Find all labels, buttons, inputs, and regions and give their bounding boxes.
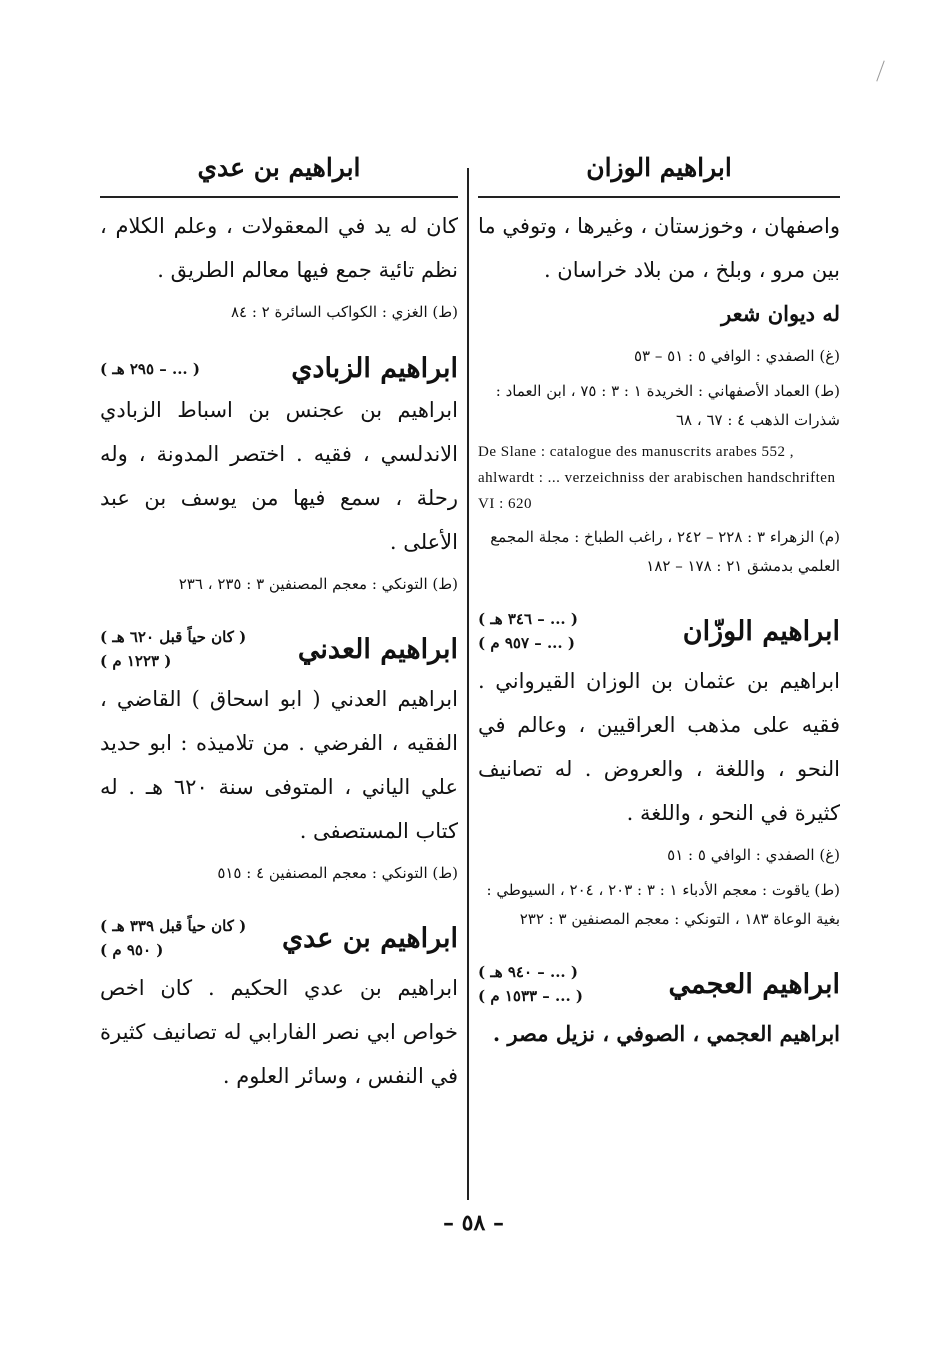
continued-line: له ديوان شعر [721,301,840,326]
biography-entry [100,914,458,1098]
entry-text: ابراهيم العجمي ، الصوفي ، نزيل مصر . [492,1021,840,1046]
paper-speck [876,60,884,81]
left-column [100,140,458,1098]
entry-dates [100,357,200,381]
date-gregorian: ( ٩٥٠ م ) [100,941,164,959]
entry-heading [100,353,458,384]
reference-line: (م) الزهراء ٣ : ٢٢٨ – ٢٤٢ ، راغب الطباخ : مجلة المجمع العلمي بدمشق ٢١ : ١٧٨ – ١٨٢ [490,528,840,575]
date-hijri: ( ... – ٣٤٦ هـ ) [478,610,578,628]
biography-entry [478,607,840,934]
entry-dates [478,607,578,655]
entry-text: ابراهيم بن عدي الحكيم . كان اخص خواص ابي نصر الفارابي له تصانيف كثيرة في النفس ، وسائر العلوم . [100,976,458,1088]
entry-name: ابراهيم الوزّان [682,615,840,647]
biography-entry [100,353,458,599]
entry-heading [478,607,840,655]
running-head-right: ابراهيم الوزان [478,140,840,198]
date-hijri: ( كان حياً قبل ٣٣٩ هـ ) [100,917,247,935]
entry-name: ابراهيم العدني [297,633,458,665]
entry-text: ابراهيم العدني ( ابو اسحاق ) القاضي ، الفقيه ، الفرضي . من تلاميذه : ابو حديد علي الياني ، المتوفى سنة ٦٢٠ هـ . له كتاب المستصفى . [100,687,458,843]
date-hijri: ( كان حياً قبل ٦٢٠ هـ ) [100,628,247,646]
entry-heading [100,914,458,962]
entry-dates [100,914,246,962]
date-gregorian: ( ... – ٩٥٧ م ) [478,634,575,652]
reference-line: (غ) الصفدي : الوافي ٥ : ٥١ – ٥٣ [633,347,840,365]
entry-name: ابراهيم الزبادي [291,353,458,384]
right-column [478,140,840,1056]
date-gregorian: ( ١٢٢٣ م ) [100,652,172,670]
reference-line: (ط) الغزي : الكواكب السائرة ٢ : ٨٤ [230,303,458,321]
date-gregorian: ( ... – ١٥٣٣ م ) [478,987,584,1005]
entry-dates [478,960,583,1008]
entry-heading [100,625,458,673]
reference-line: (ط) العماد الأصفهاني : الخريدة ١ : ٣ : ٧٥ ، ابن العماد : شذرات الذهب ٤ : ٦٧ ، ٦٨ [495,382,840,429]
date-hijri: ( ... – ٩٤٠ هـ ) [478,963,578,981]
reference-line: (غ) الصفدي : الوافي ٥ : ٥١ [667,846,840,864]
entry-heading [478,960,840,1008]
reference-line: (ط) التونكي : معجم المصنفين ٣ : ٢٣٥ ، ٢٣٦ [178,575,458,593]
biography-entry [100,625,458,888]
biography-entry [478,960,840,1056]
entry-dates [100,625,246,673]
page-number: – ٥٨ – [443,1210,504,1236]
reference-line: (ط) ياقوت : معجم الأدباء ١ : ٣ : ٢٠٣ ، ٢٠٤ ، السيوطي : بغية الوعاة ١٨٣ ، التونكي : معجم المصنفين ٣ : ٢٣٢ [486,881,840,928]
entry-name: ابراهيم بن عدي [281,922,458,954]
reference-line: (ط) التونكي : معجم المصنفين ٤ : ٥١٥ [217,864,458,882]
entry-text: ابراهيم بن عثمان بن الوزان القيرواني . فقيه على مذهب العراقيين ، وعالم في النحو ، واللغة ، والعروض . له تصانيف كثيرة في النحو ، واللغة . [478,669,840,825]
entry-text: ابراهيم بن عجنس بن اسباط الزبادي الاندلسي ، فقيه . اختصر المدونة ، وله رحلة ، سمع فيها من يوسف بن عبد الأعلى . [100,398,458,554]
continued-paragraph: كان له يد في المعقولات ، وعلم الكلام ، نظم تائية جمع فيها معالم الطريق . [100,214,458,282]
entry-name: ابراهيم العجمي [668,968,840,1000]
continued-paragraph: واصفهان ، وخوزستان ، وغيرها ، وتوفي ما بين مرو ، وبلخ ، من بلاد خراسان . [478,214,840,282]
date-hijri: ( ... – ٢٩٥ هـ ) [100,359,200,378]
running-head-left: ابراهيم بن عدي [100,140,458,198]
latin-reference: De Slane : catalogue des manuscrits arabes 552 , ahlwardt : ... verzeichniss der arabischen handschriften VI : 620 [478,444,836,512]
column-divider [467,168,469,1200]
